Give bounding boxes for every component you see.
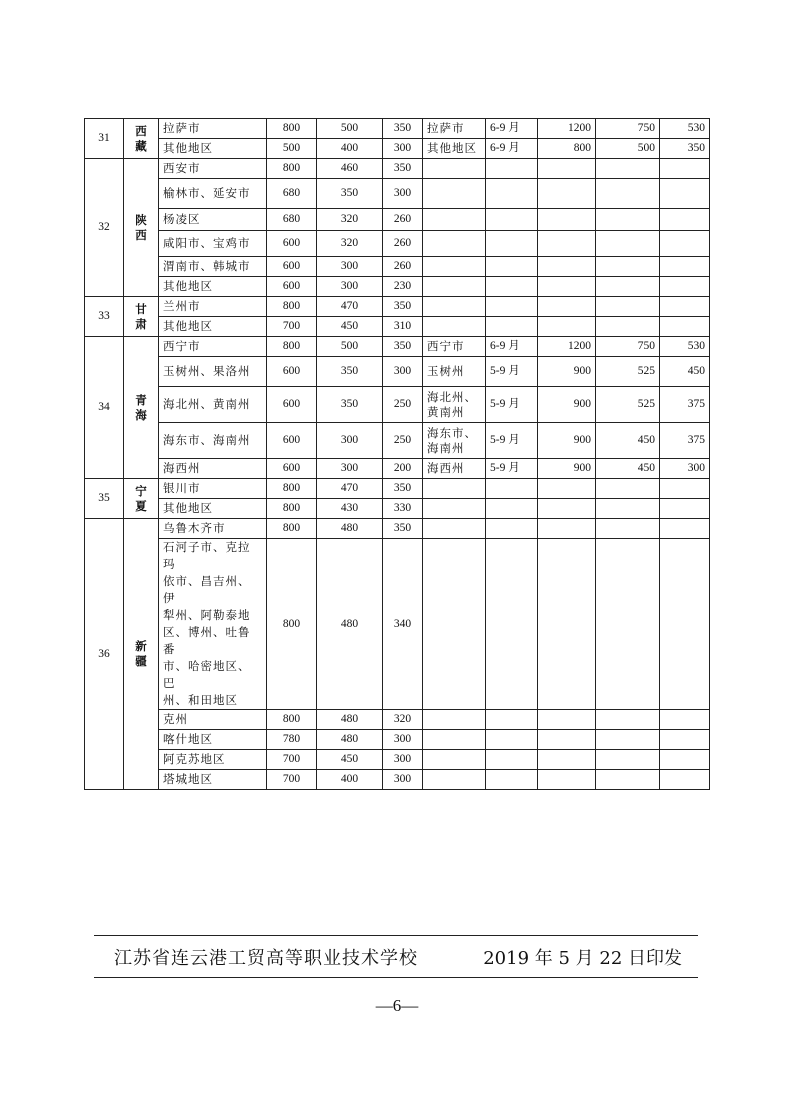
- peak-standard-cell: [660, 179, 710, 209]
- standard-cell: 800: [267, 519, 317, 539]
- standard-cell: 600: [267, 257, 317, 277]
- peak-period-cell: 6-9 月: [486, 337, 538, 357]
- peak-standard-cell: [538, 159, 596, 179]
- standard-cell: 320: [317, 209, 383, 231]
- table-row: [85, 357, 710, 387]
- peak-city-cell: [423, 479, 486, 499]
- standard-cell: 230: [383, 277, 423, 297]
- province-cell: 西 藏: [124, 119, 159, 159]
- peak-city-cell: [423, 277, 486, 297]
- standard-cell: 350: [383, 297, 423, 317]
- peak-standard-cell: 900: [538, 357, 596, 387]
- city-cell: 银川市: [159, 479, 267, 499]
- province-cell: 甘 肃: [124, 297, 159, 337]
- peak-period-cell: 5-9 月: [486, 357, 538, 387]
- peak-city-cell: 海东市、 海南州: [423, 423, 486, 459]
- table-row: [85, 337, 710, 357]
- standard-cell: 480: [317, 539, 383, 710]
- peak-city-cell: [423, 519, 486, 539]
- standard-cell: 800: [267, 539, 317, 710]
- peak-standard-cell: [596, 297, 660, 317]
- row-number-cell: 35: [85, 479, 124, 519]
- peak-period-cell: [486, 159, 538, 179]
- peak-standard-cell: [596, 479, 660, 499]
- peak-standard-cell: [538, 710, 596, 730]
- standard-cell: 800: [267, 499, 317, 519]
- peak-city-cell: 海北州、 黄南州: [423, 387, 486, 423]
- peak-standard-cell: 300: [660, 459, 710, 479]
- city-cell: 杨凌区: [159, 209, 267, 231]
- standard-cell: 600: [267, 387, 317, 423]
- table-row: [85, 770, 710, 790]
- standard-cell: 480: [317, 519, 383, 539]
- peak-period-cell: [486, 479, 538, 499]
- peak-standard-cell: 900: [538, 423, 596, 459]
- city-cell: 榆林市、延安市: [159, 179, 267, 209]
- standard-cell: 340: [383, 539, 423, 710]
- standard-cell: 800: [267, 297, 317, 317]
- standard-cell: 400: [317, 139, 383, 159]
- table-row: [85, 499, 710, 519]
- standard-cell: 310: [383, 317, 423, 337]
- peak-standard-cell: [596, 277, 660, 297]
- peak-standard-cell: [596, 730, 660, 750]
- city-cell: 海西州: [159, 459, 267, 479]
- standard-cell: 470: [317, 297, 383, 317]
- standard-cell: 300: [317, 459, 383, 479]
- standard-cell: 500: [267, 139, 317, 159]
- peak-period-cell: [486, 179, 538, 209]
- peak-city-cell: [423, 710, 486, 730]
- peak-period-cell: 6-9 月: [486, 139, 538, 159]
- peak-standard-cell: 800: [538, 139, 596, 159]
- peak-standard-cell: 450: [596, 423, 660, 459]
- peak-standard-cell: [660, 499, 710, 519]
- standard-cell: 350: [317, 387, 383, 423]
- standard-cell: 350: [383, 159, 423, 179]
- peak-standard-cell: 350: [660, 139, 710, 159]
- peak-period-cell: [486, 257, 538, 277]
- city-cell: 塔城地区: [159, 770, 267, 790]
- standard-cell: 430: [317, 499, 383, 519]
- standard-cell: 350: [317, 179, 383, 209]
- peak-period-cell: [486, 539, 538, 710]
- standard-cell: 450: [317, 750, 383, 770]
- standard-cell: 350: [383, 519, 423, 539]
- standard-cell: 260: [383, 257, 423, 277]
- standard-cell: 450: [317, 317, 383, 337]
- peak-standard-cell: [538, 499, 596, 519]
- city-cell: 其他地区: [159, 317, 267, 337]
- standard-cell: 600: [267, 423, 317, 459]
- standard-cell: 480: [317, 710, 383, 730]
- peak-standard-cell: 750: [596, 119, 660, 139]
- peak-standard-cell: [538, 317, 596, 337]
- peak-standard-cell: [660, 770, 710, 790]
- row-number-cell: 36: [85, 519, 124, 790]
- peak-standard-cell: [596, 750, 660, 770]
- peak-standard-cell: [660, 539, 710, 710]
- row-number-cell: 31: [85, 119, 124, 159]
- peak-standard-cell: [538, 519, 596, 539]
- standard-cell: 300: [383, 730, 423, 750]
- peak-standard-cell: 375: [660, 423, 710, 459]
- city-cell: 拉萨市: [159, 119, 267, 139]
- peak-standard-cell: [538, 770, 596, 790]
- standard-cell: 300: [383, 750, 423, 770]
- table-row: [85, 750, 710, 770]
- peak-city-cell: [423, 750, 486, 770]
- peak-city-cell: 海西州: [423, 459, 486, 479]
- table-row: [85, 519, 710, 539]
- city-cell: 其他地区: [159, 139, 267, 159]
- standard-cell: 350: [317, 357, 383, 387]
- standard-cell: 460: [317, 159, 383, 179]
- table-row: [85, 459, 710, 479]
- peak-city-cell: [423, 499, 486, 519]
- standard-cell: 350: [383, 479, 423, 499]
- peak-period-cell: [486, 499, 538, 519]
- peak-standard-cell: [596, 159, 660, 179]
- standard-cell: 800: [267, 710, 317, 730]
- peak-period-cell: 5-9 月: [486, 423, 538, 459]
- peak-standard-cell: 500: [596, 139, 660, 159]
- peak-standard-cell: [660, 479, 710, 499]
- standard-cell: 600: [267, 357, 317, 387]
- peak-standard-cell: [538, 209, 596, 231]
- issue-date: 2019 年 5 月 22 日印发: [483, 948, 682, 969]
- table-row: [85, 387, 710, 423]
- table-row: [85, 710, 710, 730]
- standard-cell: 250: [383, 387, 423, 423]
- city-cell: 咸阳市、宝鸡市: [159, 231, 267, 257]
- peak-standard-cell: [538, 750, 596, 770]
- peak-standard-cell: [596, 770, 660, 790]
- standard-cell: 200: [383, 459, 423, 479]
- standard-cell: 300: [383, 179, 423, 209]
- peak-city-cell: [423, 317, 486, 337]
- peak-city-cell: [423, 770, 486, 790]
- city-cell: 西安市: [159, 159, 267, 179]
- standard-cell: 800: [267, 159, 317, 179]
- standard-cell: 780: [267, 730, 317, 750]
- peak-standard-cell: [660, 277, 710, 297]
- footer-bottom-rule: [94, 977, 698, 978]
- peak-city-cell: 其他地区: [423, 139, 486, 159]
- city-cell: 其他地区: [159, 499, 267, 519]
- standard-cell: 260: [383, 231, 423, 257]
- peak-standard-cell: 900: [538, 387, 596, 423]
- province-cell: 宁 夏: [124, 479, 159, 519]
- peak-standard-cell: [538, 231, 596, 257]
- row-number-cell: 32: [85, 159, 124, 297]
- peak-standard-cell: [660, 209, 710, 231]
- peak-standard-cell: [538, 179, 596, 209]
- peak-standard-cell: [660, 519, 710, 539]
- peak-period-cell: [486, 209, 538, 231]
- issuer-name: 江苏省连云港工贸高等职业技术学校: [114, 948, 418, 969]
- table-row: [85, 730, 710, 750]
- standard-cell: 300: [317, 423, 383, 459]
- city-cell: 海东市、海南州: [159, 423, 267, 459]
- table-row: [85, 297, 710, 317]
- standard-cell: 700: [267, 750, 317, 770]
- peak-period-cell: [486, 231, 538, 257]
- city-cell: 其他地区: [159, 277, 267, 297]
- peak-standard-cell: 450: [596, 459, 660, 479]
- standard-cell: 300: [383, 357, 423, 387]
- standard-cell: 350: [383, 337, 423, 357]
- city-cell: 石河子市、克拉玛 依市、昌吉州、伊 犁州、阿勒泰地 区、博州、吐鲁番 市、哈密地区、巴 州、和田地区: [159, 539, 267, 710]
- peak-standard-cell: [660, 159, 710, 179]
- peak-city-cell: [423, 179, 486, 209]
- standard-cell: 800: [267, 337, 317, 357]
- table-row: [85, 317, 710, 337]
- peak-period-cell: [486, 730, 538, 750]
- standard-cell: 260: [383, 209, 423, 231]
- peak-standard-cell: 1200: [538, 337, 596, 357]
- standard-cell: 800: [267, 119, 317, 139]
- standard-cell: 680: [267, 179, 317, 209]
- peak-city-cell: [423, 257, 486, 277]
- peak-standard-cell: [596, 317, 660, 337]
- peak-standard-cell: 525: [596, 387, 660, 423]
- table-row: [85, 159, 710, 179]
- province-cell: 陕 西: [124, 159, 159, 297]
- peak-standard-cell: [596, 209, 660, 231]
- peak-period-cell: 5-9 月: [486, 387, 538, 423]
- city-cell: 喀什地区: [159, 730, 267, 750]
- peak-standard-cell: [660, 297, 710, 317]
- peak-city-cell: [423, 159, 486, 179]
- peak-standard-cell: [596, 499, 660, 519]
- peak-standard-cell: [538, 277, 596, 297]
- province-cell: 青 海: [124, 337, 159, 479]
- standard-cell: 350: [383, 119, 423, 139]
- standard-cell: 330: [383, 499, 423, 519]
- peak-standard-cell: [596, 257, 660, 277]
- row-number-cell: 34: [85, 337, 124, 479]
- standard-cell: 470: [317, 479, 383, 499]
- peak-standard-cell: 1200: [538, 119, 596, 139]
- table-row: [85, 423, 710, 459]
- city-cell: 兰州市: [159, 297, 267, 317]
- peak-standard-cell: [596, 179, 660, 209]
- peak-city-cell: 西宁市: [423, 337, 486, 357]
- peak-standard-cell: 375: [660, 387, 710, 423]
- peak-period-cell: 6-9 月: [486, 119, 538, 139]
- standard-cell: 300: [317, 257, 383, 277]
- peak-standard-cell: 530: [660, 119, 710, 139]
- row-number-cell: 33: [85, 297, 124, 337]
- standard-cell: 500: [317, 337, 383, 357]
- standard-cell: 300: [383, 139, 423, 159]
- standard-cell: 600: [267, 231, 317, 257]
- peak-period-cell: [486, 277, 538, 297]
- peak-city-cell: [423, 297, 486, 317]
- standard-cell: 700: [267, 770, 317, 790]
- peak-standard-cell: [538, 479, 596, 499]
- table-row: [85, 139, 710, 159]
- table-row: [85, 539, 710, 710]
- peak-period-cell: [486, 317, 538, 337]
- city-cell: 克州: [159, 710, 267, 730]
- peak-standard-cell: 900: [538, 459, 596, 479]
- peak-city-cell: [423, 209, 486, 231]
- standard-cell: 400: [317, 770, 383, 790]
- peak-city-cell: 玉树州: [423, 357, 486, 387]
- peak-period-cell: [486, 750, 538, 770]
- standard-cell: 500: [317, 119, 383, 139]
- table-row: [85, 257, 710, 277]
- peak-standard-cell: [660, 730, 710, 750]
- peak-city-cell: [423, 730, 486, 750]
- city-cell: 阿克苏地区: [159, 750, 267, 770]
- peak-standard-cell: 530: [660, 337, 710, 357]
- standard-cell: 300: [317, 277, 383, 297]
- province-cell: 新 疆: [124, 519, 159, 790]
- standard-cell: 800: [267, 479, 317, 499]
- standard-cell: 680: [267, 209, 317, 231]
- peak-standard-cell: [660, 750, 710, 770]
- peak-standard-cell: [538, 730, 596, 750]
- standard-cell: 320: [383, 710, 423, 730]
- footer-top-rule: [94, 935, 698, 936]
- table-row: [85, 119, 710, 139]
- city-cell: 西宁市: [159, 337, 267, 357]
- lodging-standard-table: [84, 118, 710, 790]
- standard-cell: 320: [317, 231, 383, 257]
- peak-city-cell: [423, 539, 486, 710]
- table-row: [85, 179, 710, 209]
- peak-period-cell: 5-9 月: [486, 459, 538, 479]
- peak-standard-cell: [538, 297, 596, 317]
- standard-cell: 250: [383, 423, 423, 459]
- peak-standard-cell: [596, 519, 660, 539]
- peak-standard-cell: 750: [596, 337, 660, 357]
- standard-cell: 480: [317, 730, 383, 750]
- city-cell: 乌鲁木齐市: [159, 519, 267, 539]
- peak-standard-cell: 450: [660, 357, 710, 387]
- peak-period-cell: [486, 297, 538, 317]
- table-row: [85, 277, 710, 297]
- page-number: —6—: [375, 996, 419, 1015]
- peak-standard-cell: [596, 231, 660, 257]
- peak-period-cell: [486, 770, 538, 790]
- peak-standard-cell: [660, 257, 710, 277]
- city-cell: 海北州、黄南州: [159, 387, 267, 423]
- standard-cell: 300: [383, 770, 423, 790]
- peak-period-cell: [486, 710, 538, 730]
- table-row: [85, 209, 710, 231]
- city-cell: 渭南市、韩城市: [159, 257, 267, 277]
- peak-standard-cell: [596, 539, 660, 710]
- peak-period-cell: [486, 519, 538, 539]
- peak-standard-cell: [596, 710, 660, 730]
- standard-cell: 600: [267, 459, 317, 479]
- peak-city-cell: [423, 231, 486, 257]
- peak-standard-cell: 525: [596, 357, 660, 387]
- peak-standard-cell: [538, 257, 596, 277]
- standard-cell: 700: [267, 317, 317, 337]
- peak-standard-cell: [660, 231, 710, 257]
- peak-standard-cell: [538, 539, 596, 710]
- table-row: [85, 231, 710, 257]
- peak-standard-cell: [660, 710, 710, 730]
- peak-city-cell: 拉萨市: [423, 119, 486, 139]
- standard-cell: 600: [267, 277, 317, 297]
- peak-standard-cell: [660, 317, 710, 337]
- table-row: [85, 479, 710, 499]
- city-cell: 玉树州、果洛州: [159, 357, 267, 387]
